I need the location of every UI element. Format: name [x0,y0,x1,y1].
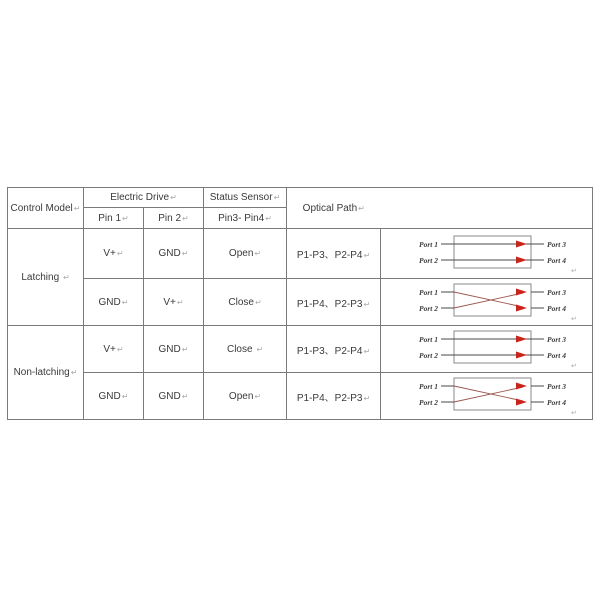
pin1-value: V+ [103,343,116,355]
paragraph-mark: ↵ [121,297,129,307]
pin1-value: V+ [103,248,116,259]
arrowhead-icon [516,289,527,296]
port-2-label: Port 2 [419,304,439,313]
cell-sensor [204,373,287,420]
table-row [8,279,593,326]
port-2-label: Port 2 [419,351,439,360]
header-electric-drive [84,188,204,208]
switch-box [454,236,531,268]
arrowhead-icon [516,383,527,390]
cell-path-diagram [381,326,593,373]
control-model-table [7,187,593,420]
path-text-value: P1-P4、P2-P3 [296,392,363,404]
optical-path-diagram [381,231,593,277]
arrowhead-icon [516,305,527,312]
paragraph-mark: ↵ [254,391,262,401]
header-optical-path-ext [381,188,593,229]
arrowhead-icon [516,336,527,343]
paragraph-mark: ↵ [363,251,371,260]
path-text-value: P1-P3、P2-P4 [296,250,363,261]
crossed-path-lines [454,383,527,406]
header-optical-path-label: Optical Path [302,202,358,214]
port-2-label: Port 2 [419,255,439,265]
optical-path-diagram [381,279,593,325]
header-status-sensor-label: Status Sensor [209,192,273,203]
pin2-value: GND [158,390,181,402]
port-3-label: Port 3 [547,335,566,344]
header-electric-drive-label: Electric Drive [110,192,170,203]
cell-pin1 [84,279,144,326]
cell-pin1 [84,326,144,373]
paragraph-mark: ↵ [116,344,124,354]
cell-sensor [204,229,287,279]
header-status-sensor [204,188,287,208]
paragraph-mark: ↵ [358,203,365,213]
switch-box [454,331,531,363]
port-4-label: Port 4 [547,255,566,265]
paragraph-mark: ↵ [571,267,577,275]
cell-sensor [204,279,287,326]
paragraph-mark: ↵ [73,203,81,213]
table-row [8,373,593,420]
arrowhead-icon [516,399,527,406]
paragraph-mark: ↵ [182,213,189,223]
header-control-model-label: Control Model [10,202,73,214]
port-4-label: Port 4 [547,398,566,407]
paragraph-mark: ↵ [254,249,262,258]
group-label-text: Non-latching [13,367,70,378]
port-3-label: Port 3 [547,382,566,391]
cell-path-text [287,279,381,326]
cell-path-diagram [381,373,593,420]
table-row [8,229,593,279]
port-4-label: Port 4 [547,351,566,360]
sensor-value: Open [228,390,254,402]
paragraph-mark: ↵ [70,368,78,377]
straight-path-lines [454,336,531,359]
paragraph-mark: ↵ [363,346,371,356]
pin2-value: GND [158,343,181,355]
header-row-1 [8,188,593,208]
pin1-value: GND [98,390,121,402]
port-1-label: Port 1 [419,288,439,297]
paragraph-mark: ↵ [363,299,371,309]
header-optical-path [287,188,381,229]
path-text-value: P1-P3、P2-P4 [296,345,363,357]
header-pin1-label: Pin 1 [98,212,122,224]
header-pin3-pin4 [204,208,287,229]
cell-pin2 [144,229,204,279]
cell-path-text [287,373,381,420]
paragraph-mark: ↵ [181,249,189,258]
sensor-value: Close [228,296,254,308]
paragraph-mark: ↵ [571,316,577,323]
arrowhead-icon [516,256,527,263]
sensor-value: Open [228,248,254,259]
cell-path-text [287,326,381,373]
table-row [8,326,593,373]
paragraph-mark: ↵ [273,193,281,202]
cell-path-text [287,229,381,279]
paragraph-mark: ↵ [256,344,264,354]
paragraph-mark: ↵ [170,193,177,202]
cell-pin2 [144,279,204,326]
group-label-non-latching [8,326,84,420]
cell-path-diagram [381,279,593,326]
paragraph-mark: ↵ [176,297,184,307]
paragraph-mark: ↵ [265,213,272,223]
cell-pin2 [144,373,204,420]
arrowhead-icon [516,240,527,247]
header-pin2 [144,208,204,229]
crossed-path-lines [454,289,527,312]
paragraph-mark: ↵ [181,391,189,401]
path-text-value: P1-P4、P2-P3 [296,298,363,310]
paragraph-mark: ↵ [571,410,577,417]
paragraph-mark: ↵ [62,272,70,282]
optical-path-diagram [381,373,593,419]
straight-path-lines [454,240,531,263]
pin1-value: GND [98,296,121,308]
cell-sensor [204,326,287,373]
port-3-label: Port 3 [547,288,566,297]
cell-pin1 [84,229,144,279]
cell-path-diagram [381,229,593,279]
group-label-text: Latching [21,271,62,283]
paragraph-mark: ↵ [571,363,577,370]
paragraph-mark: ↵ [121,391,129,401]
port-1-label: Port 1 [419,382,439,391]
paragraph-mark: ↵ [254,297,262,307]
group-label-latching [8,229,84,326]
cell-pin1 [84,373,144,420]
header-pin1 [84,208,144,229]
header-pin2-label: Pin 2 [158,212,182,224]
pin2-value: V+ [163,296,176,308]
port-2-label: Port 2 [419,398,439,407]
header-control-model [8,188,84,229]
port-1-label: Port 1 [419,335,439,344]
optical-path-diagram [381,326,593,372]
arrowhead-icon [516,352,527,359]
paragraph-mark: ↵ [181,344,189,354]
port-3-label: Port 3 [547,239,566,249]
paragraph-mark: ↵ [116,249,124,258]
sensor-value: Close [226,343,256,355]
pin2-value: GND [158,248,181,259]
port-1-label: Port 1 [419,239,439,249]
port-4-label: Port 4 [547,304,566,313]
header-pin3-pin4-label: Pin3- Pin4 [218,212,265,224]
paragraph-mark: ↵ [122,213,129,223]
cell-pin2 [144,326,204,373]
paragraph-mark: ↵ [363,393,371,403]
